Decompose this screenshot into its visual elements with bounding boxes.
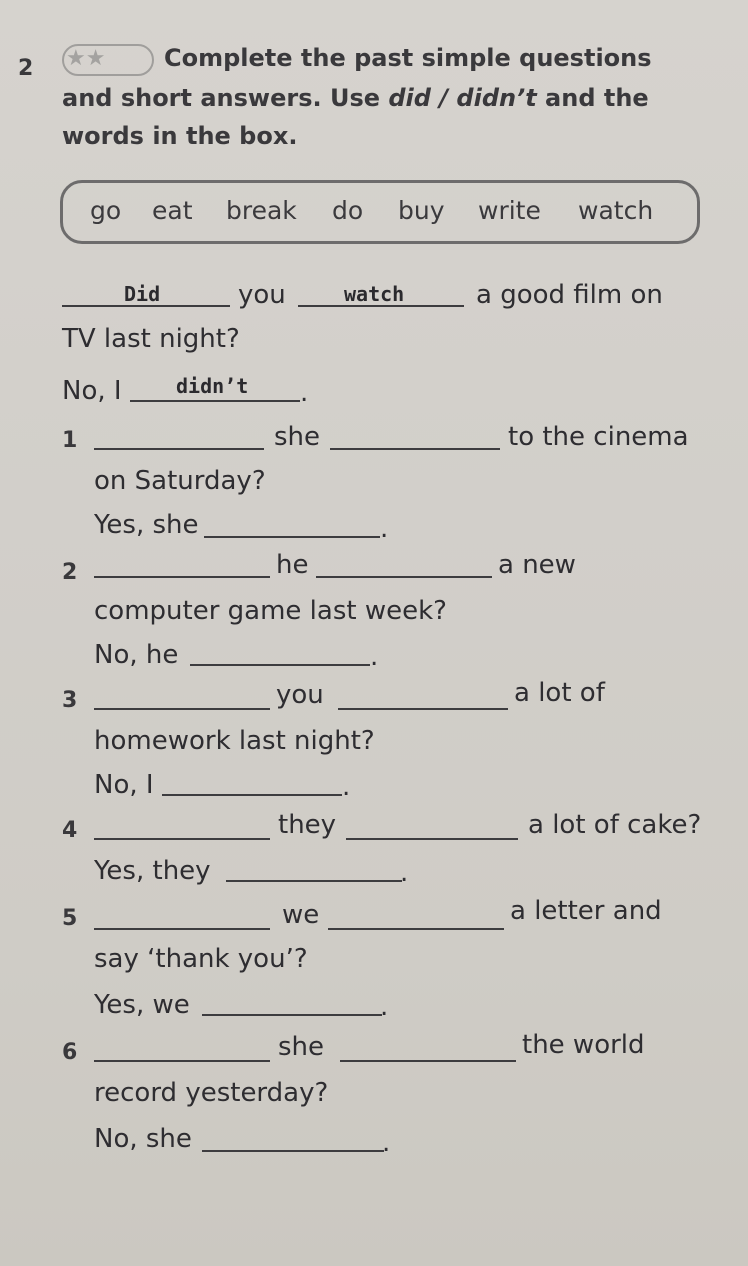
item-rest-2: record yesterday? [94,1078,329,1108]
example-answer-didnt: didn’t [176,374,249,398]
example-short-end: . [300,378,309,408]
answer-blank[interactable] [94,708,270,710]
instruction-italic: did / didn’t [388,84,537,112]
word-do: do [332,196,364,225]
short-answer-prefix: No, I [94,770,154,800]
item-rest-1: a lot of cake? [528,810,702,840]
example-rest-2: TV last night? [62,324,240,354]
short-answer-end: . [342,772,351,802]
difficulty-stars-badge [62,44,154,76]
item-rest-1: a new [498,550,576,580]
example-short-blank [130,400,300,402]
answer-blank[interactable] [94,448,264,450]
item-subject: you [276,680,324,710]
item-rest-1: a letter and [510,896,662,926]
example-rest-1: a good film on [476,280,663,310]
short-answer-blank[interactable] [162,794,342,796]
short-answer-end: . [382,1128,391,1158]
item-rest-1: to the cinema [508,422,689,452]
short-answer-blank[interactable] [226,880,402,882]
short-answer-prefix: Yes, they [94,856,211,886]
short-answer-end: . [370,642,379,672]
example-answer-did: Did [124,282,161,306]
item-number: 6 [62,1040,78,1065]
item-number: 2 [62,560,78,585]
word-go: go [90,196,122,225]
short-answer-blank[interactable] [204,536,380,538]
word-buy: buy [398,196,445,225]
short-answer-blank[interactable] [190,664,370,666]
item-number: 1 [62,428,78,453]
answer-blank[interactable] [338,708,508,710]
item-subject: they [278,810,337,840]
item-subject: he [276,550,309,580]
word-write: write [478,196,541,225]
star-icon: ★★ [66,46,106,71]
instruction-line-1: Complete the past simple questions [164,44,652,72]
short-answer-blank[interactable] [202,1014,382,1016]
answer-blank[interactable] [94,838,270,840]
word-break: break [226,196,297,225]
answer-blank[interactable] [94,1060,270,1062]
item-subject: we [282,900,320,930]
item-number: 3 [62,688,78,713]
answer-blank[interactable] [346,838,518,840]
item-rest-2: on Saturday? [94,466,266,496]
short-answer-end: . [380,514,389,544]
item-rest-1: the world [522,1030,645,1060]
short-answer-prefix: Yes, we [94,990,190,1020]
item-rest-2: computer game last week? [94,596,447,626]
example-answer-watch: watch [344,282,405,306]
word-eat: eat [152,196,193,225]
answer-blank[interactable] [328,928,504,930]
answer-blank[interactable] [330,448,500,450]
item-rest-2: homework last night? [94,726,375,756]
item-subject: she [278,1032,325,1062]
short-answer-blank[interactable] [202,1150,384,1152]
item-number: 4 [62,818,78,843]
short-answer-prefix: No, he [94,640,179,670]
item-rest-2: say ‘thank you’? [94,944,308,974]
instruction-line-3: words in the box. [62,122,298,150]
answer-blank[interactable] [316,576,492,578]
example-short-prefix: No, I [62,376,122,406]
item-number: 5 [62,906,78,931]
short-answer-prefix: No, she [94,1124,192,1154]
item-rest-1: a lot of [514,678,605,708]
short-answer-prefix: Yes, she [94,510,199,540]
answer-blank[interactable] [94,928,270,930]
example-subject: you [238,280,286,310]
item-subject: she [274,422,321,452]
answer-blank[interactable] [340,1060,516,1062]
instruction-line-2: and short answers. Use did / didn’t and the [62,84,649,112]
word-watch: watch [578,196,654,225]
short-answer-end: . [400,858,409,888]
answer-blank[interactable] [94,576,270,578]
exercise-number: 2 [18,56,34,81]
short-answer-end: . [380,992,389,1022]
